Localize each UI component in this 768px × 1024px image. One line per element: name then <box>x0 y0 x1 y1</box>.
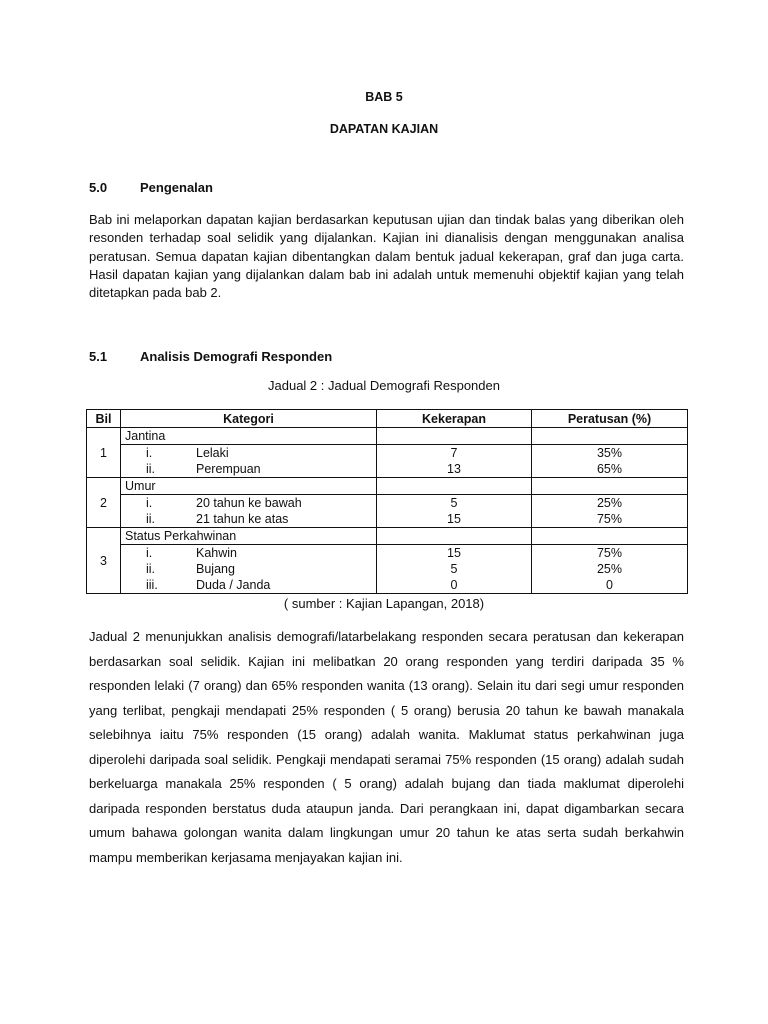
frequency-cell: 0 <box>377 577 532 594</box>
table-row <box>87 545 688 562</box>
table-row <box>87 495 688 512</box>
percent-cell <box>532 428 688 445</box>
percent-cell: 75% <box>532 511 688 528</box>
table-row <box>87 511 688 528</box>
table-group-row <box>87 428 688 445</box>
category-cell: Status Perkahwinan <box>121 528 377 545</box>
frequency-cell <box>377 528 532 545</box>
percent-cell: 0 <box>532 577 688 594</box>
frequency-cell <box>377 428 532 445</box>
header-kekerapan: Kekerapan <box>377 410 532 428</box>
row-index: ii. <box>146 512 156 526</box>
demographics-table <box>86 409 688 594</box>
chapter-number: BAB 5 <box>365 90 403 104</box>
row-index: ii. <box>146 562 156 576</box>
table-header-row <box>87 410 688 428</box>
percent-cell: 65% <box>532 461 688 478</box>
row-index: i. <box>146 546 153 560</box>
row-index: iii. <box>146 578 158 592</box>
row-label: Lelaki <box>196 446 229 460</box>
frequency-cell <box>377 478 532 495</box>
table-source: ( sumber : Kajian Lapangan, 2018) <box>283 596 485 611</box>
header-peratusan: Peratusan (%) <box>532 410 688 428</box>
category-cell: Umur <box>121 478 377 495</box>
percent-cell: 25% <box>532 495 688 512</box>
table-row <box>87 461 688 478</box>
frequency-cell: 7 <box>377 445 532 462</box>
section-title: Analisis Demografi Responden <box>140 349 333 364</box>
table-group-row <box>87 528 688 545</box>
percent-cell: 75% <box>532 545 688 562</box>
section-title: Pengenalan <box>140 180 213 195</box>
chapter-title: DAPATAN KAJIAN <box>329 122 439 136</box>
row-label: Kahwin <box>196 546 237 560</box>
percent-cell <box>532 478 688 495</box>
section-number: 5.1 <box>89 349 108 364</box>
row-label: 20 tahun ke bawah <box>196 496 302 510</box>
frequency-cell: 5 <box>377 561 532 577</box>
section-number: 5.0 <box>89 180 108 195</box>
intro-paragraph: Bab ini melaporkan dapatan kajian berdasarkan keputusan ujian dan tindak balas yang diberikan oleh resonden terhadap soal selidik yang dijalankan. Kajian ini dianalisis dengan menggunakan analisa peratusan. Semua dapatan kajian dibentangkan dalam bentuk jadual kekerapan, graf dan juga carta. Hasil dapatan kajian yang dijalankan dalam bab ini adalah untuk memenuhi objektif kajian yang telah ditetapkan pada bab 2. <box>89 212 684 301</box>
table-row <box>87 561 688 577</box>
header-bil: Bil <box>87 410 121 428</box>
row-index: ii. <box>146 462 156 476</box>
table-row <box>87 577 688 594</box>
table-caption: Jadual 2 : Jadual Demografi Responden <box>268 378 500 393</box>
bil-cell: 3 <box>87 528 121 594</box>
percent-cell: 25% <box>532 561 688 577</box>
row-label: Duda / Janda <box>196 578 271 592</box>
bil-cell: 2 <box>87 478 121 528</box>
row-label: Bujang <box>196 562 235 576</box>
row-index: i. <box>146 446 153 460</box>
frequency-cell: 13 <box>377 461 532 478</box>
table-row <box>87 445 688 462</box>
table-group-row <box>87 478 688 495</box>
row-label: Perempuan <box>196 462 261 476</box>
row-index: i. <box>146 496 153 510</box>
header-kategori: Kategori <box>121 410 377 428</box>
category-cell: Jantina <box>121 428 377 445</box>
frequency-cell: 5 <box>377 495 532 512</box>
percent-cell <box>532 528 688 545</box>
row-label: 21 tahun ke atas <box>196 512 289 526</box>
frequency-cell: 15 <box>377 545 532 562</box>
frequency-cell: 15 <box>377 511 532 528</box>
analysis-paragraph: Jadual 2 menunjukkan analisis demografi/latarbelakang responden secara peratusan dan kekerapan berdasarkan soal selidik. Kajian ini melibatkan 20 orang responden yang terdiri daripada 35 % responden lelaki (7 orang) dan 65% responden wanita (13 orang). Selain itu dari segi umur responden yang terlibat, pengkaji mendapati 25% responden ( 5 orang) berusia 20 tahun ke bawah manakala selebihnya iaitu 75% responden (15 orang) adalah wanita. Maklumat status perkahwinan juga diperolehi daripada soal selidik. Pengkaji mendapati seramai 75% responden (15 orang) adalah sudah berkeluarga manakala 25% responden ( 5 orang) adalah bujang dan tiada maklumat diperolehi daripada responden berstatus duda ataupun janda. Dari perangkaan ini, dapat digambarkan secara umum bahawa golongan wanita dalam lingkungan umur 20 tahun ke atas serta sudah berkahwin mampu memberikan kerjasama menjayakan kajian ini. <box>89 629 684 865</box>
bil-cell: 1 <box>87 428 121 478</box>
percent-cell: 35% <box>532 445 688 462</box>
